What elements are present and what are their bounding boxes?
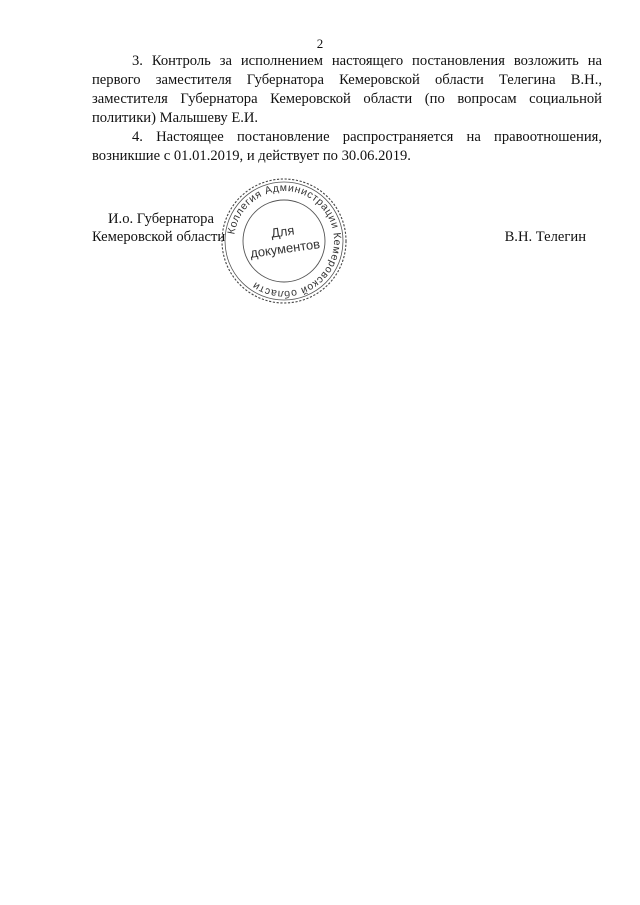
stamp-center-line2: документов — [249, 236, 321, 261]
stamp-ring-text: Коллегия Администрации Кемеровской области — [225, 181, 344, 301]
signatory-title-line2: Кемеровской области — [92, 229, 226, 245]
official-seal-stamp — [219, 176, 349, 306]
stamp-center-line1: Для — [270, 222, 296, 241]
document-body — [92, 52, 602, 166]
page-number: 2 — [316, 36, 324, 51]
signatory-title-line1: И.о. Губернатора — [108, 211, 214, 227]
paragraph-3: 3. Контроль за исполнением настоящего постановления возложить на первого заместителя Губернатора Кемеровской области Телегина В.Н., заместителя Губернатора Кемеровской области (по вопросам социальной политики) Малышеву Е.И. — [92, 53, 602, 126]
paragraph-4: 4. Настоящее постановление распространяется на правоотношения, возникшие с 01.01.2019, и действует по 30.06.2019. — [92, 129, 602, 164]
signatory-name: В.Н. Телегин — [504, 229, 586, 245]
